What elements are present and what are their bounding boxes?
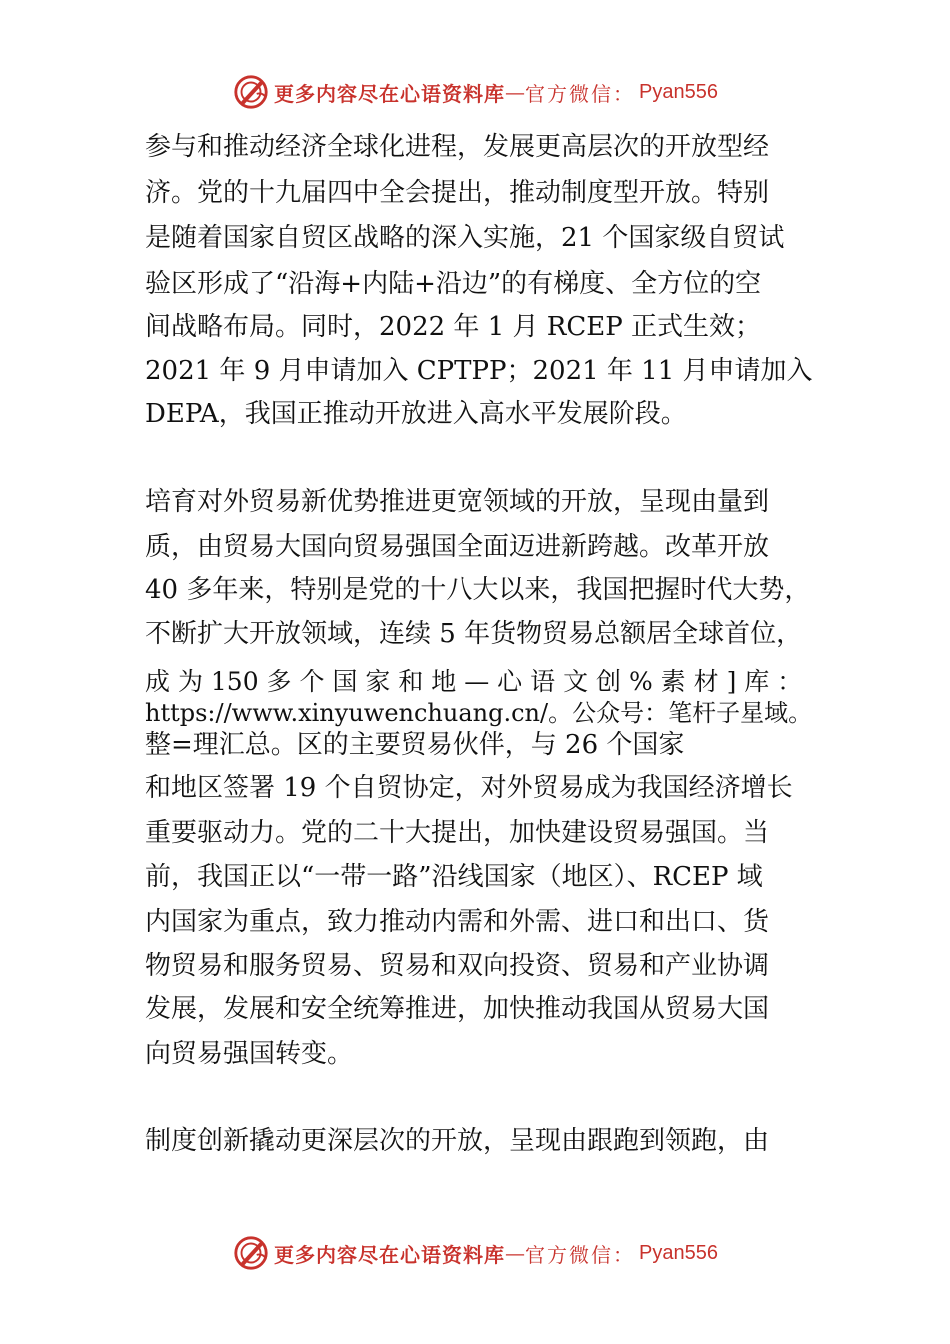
text-line: 整=理汇总。区的主要贸易伙伴，与 26 个国家 <box>145 730 685 760</box>
text-line: 参与和推动经济全球化进程，发展更高层次的开放型经 <box>145 132 770 162</box>
text-line: 济。党的十九届四中全会提出，推动制度型开放。特别 <box>145 178 770 208</box>
text-line: https://www.xinyuwenchuang.cn/。公众号：笔杆子星域。 <box>145 699 813 727</box>
footer-banner <box>0 1233 950 1273</box>
text-line: 前，我国正以“一带一路”沿线国家（地区）、RCEP 域 <box>145 862 763 892</box>
text-line: 培育对外贸易新优势推进更宽领域的开放，呈现由量到 <box>145 487 770 517</box>
text-line: 物贸易和服务贸易、贸易和双向投资、贸易和产业协调 <box>145 951 770 981</box>
text-line: 重要驱动力。党的二十大提出，加快建设贸易强国。当 <box>145 818 770 848</box>
banner-wechat-label: 官方微信： <box>525 1242 636 1267</box>
text-line: 间战略布局。同时，2022 年 1 月 RCEP 正式生效； <box>145 312 761 342</box>
text-line: 2021 年 9 月申请加入 CPTPP；2021 年 11 月申请加入 <box>145 356 813 386</box>
banner-wechat-label: 官方微信： <box>525 81 636 106</box>
banner-title: 更多内容尽在心语资料库 <box>274 81 506 106</box>
banner-dash: — <box>505 1241 526 1265</box>
text-line: 40 多年来，特别是党的十八大以来，我国把握时代大势， <box>145 575 811 605</box>
header-banner <box>0 72 950 112</box>
text-line: 质，由贸易大国向贸易强国全面迈进新跨越。改革开放 <box>145 532 770 562</box>
banner-wechat-id: Pyan556 <box>639 1241 718 1264</box>
text-line: 不断扩大开放领域，连续 5 年货物贸易总额居全球首位， <box>145 619 803 649</box>
text-line: 向贸易强国转变。 <box>145 1039 354 1069</box>
text-line: 验区形成了“沿海+内陆+沿边”的有梯度、全方位的空 <box>145 269 762 299</box>
banner-dash: — <box>505 80 526 104</box>
pen-circle-logo-icon <box>232 1234 270 1272</box>
banner-wechat-id: Pyan556 <box>639 80 718 103</box>
text-line: DEPA，我国正推动开放进入高水平发展阶段。 <box>145 399 687 429</box>
pen-circle-logo-icon <box>232 73 270 111</box>
text-line: 成 为 150 多 个 国 家 和 地 — 心 语 文 创 % 素 材 ] 库 ： <box>145 667 803 696</box>
text-line: 制度创新撬动更深层次的开放，呈现由跟跑到领跑，由 <box>145 1126 770 1156</box>
text-line: 是随着国家自贸区战略的深入实施，21 个国家级自贸试 <box>145 223 785 253</box>
text-line: 内国家为重点，致力推动内需和外需、进口和出口、货 <box>145 907 770 937</box>
banner-title: 更多内容尽在心语资料库 <box>274 1242 506 1267</box>
text-line: 和地区签署 19 个自贸协定，对外贸易成为我国经济增长 <box>145 773 793 803</box>
text-line: 发展，发展和安全统筹推进，加快推动我国从贸易大国 <box>145 994 770 1024</box>
